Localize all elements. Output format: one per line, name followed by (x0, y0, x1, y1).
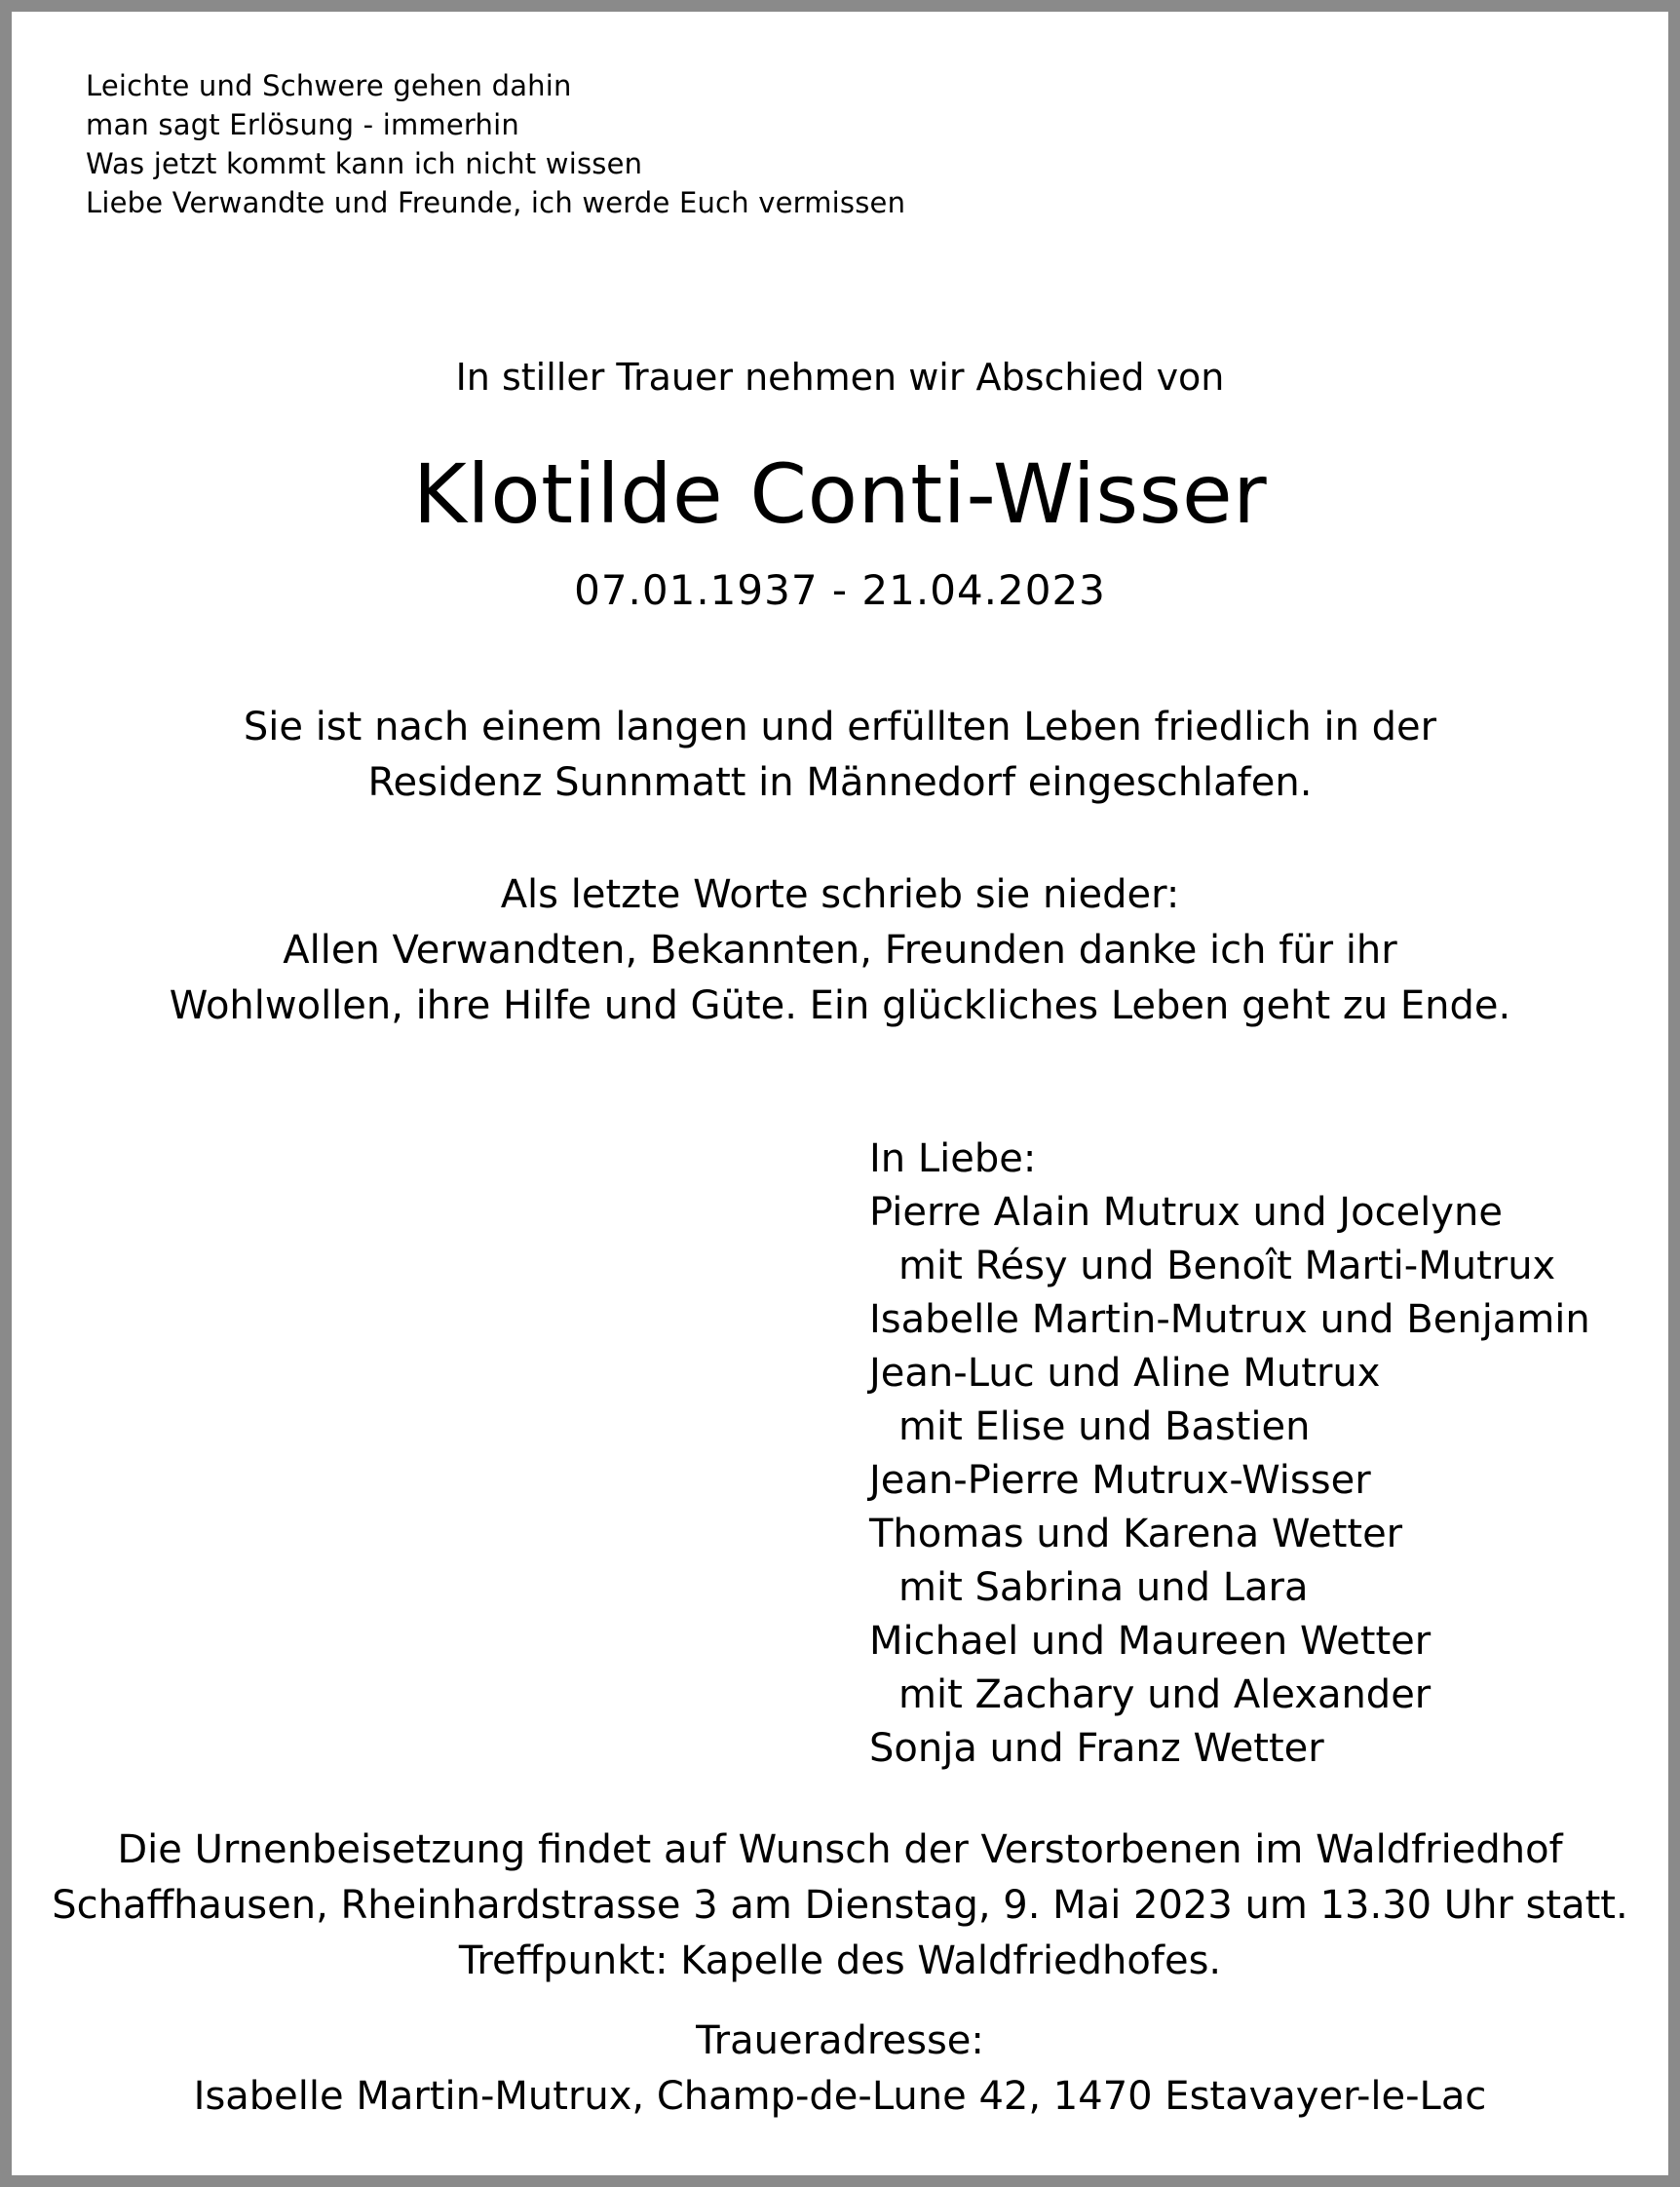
address-label: Traueradresse: (696, 2018, 984, 2063)
poem-line: Leichte und Schwere gehen dahin (86, 69, 572, 102)
family-member: Thomas und Karena Wetter (869, 1512, 1403, 1556)
last-words-line: Als letzte Worte schrieb sie nieder: (500, 872, 1180, 917)
address-value: Isabelle Martin-Mutrux, Champ-de-Lune 42, 1470 Estavayer-le-Lac (193, 2074, 1487, 2119)
burial-line: Die Urnenbeisetzung findet auf Wunsch der Verstorbenen im Waldfriedhof (117, 1827, 1563, 1872)
family-member: mit Elise und Bastien (898, 1404, 1311, 1449)
family-member: mit Résy und Benoît Marti-Mutrux (898, 1244, 1556, 1288)
family-heading: In Liebe: (869, 1136, 1037, 1181)
poem (86, 66, 905, 222)
message-line: Residenz Sunnmatt in Männedorf eingeschlafen. (367, 760, 1313, 805)
deceased-name: Klotilde Conti-Wisser (412, 446, 1268, 542)
burial-line: Treffpunkt: Kapelle des Waldfriedhofes. (458, 1938, 1222, 1983)
family-member: Sonja und Franz Wetter (869, 1726, 1324, 1771)
last-words (12, 867, 1668, 1034)
burial-info (12, 1822, 1668, 1989)
obituary-page (12, 12, 1668, 2175)
family-member: Pierre Alain Mutrux und Jocelyne (869, 1190, 1503, 1235)
family-member: Michael und Maureen Wetter (869, 1619, 1432, 1664)
poem-line: Liebe Verwandte und Freunde, ich werde Euch vermissen (86, 186, 906, 219)
mourning-address (12, 2014, 1668, 2125)
family-member: Jean-Pierre Mutrux-Wisser (869, 1458, 1371, 1503)
burial-line: Schaffhausen, Rheinhardstrasse 3 am Dienstag, 9. Mai 2023 um 13.30 Uhr statt. (52, 1883, 1628, 1928)
intro-text: In stiller Trauer nehmen wir Abschied von (455, 356, 1225, 399)
family-list (869, 1132, 1590, 1776)
message-line: Sie ist nach einem langen und erfüllten Leben friedlich in der (243, 705, 1437, 749)
life-dates: 07.01.1937 - 21.04.2023 (574, 566, 1106, 614)
poem-line: man sagt Erlösung - immerhin (86, 108, 519, 141)
death-message (12, 700, 1668, 811)
family-member: mit Sabrina und Lara (898, 1565, 1309, 1610)
family-member: mit Zachary und Alexander (898, 1672, 1432, 1717)
last-words-line: Allen Verwandten, Bekannten, Freunden danke ich für ihr (283, 928, 1397, 973)
poem-line: Was jetzt kommt kann ich nicht wissen (86, 147, 643, 180)
family-member: Isabelle Martin-Mutrux und Benjamin (869, 1297, 1590, 1342)
last-words-line: Wohlwollen, ihre Hilfe und Güte. Ein glückliches Leben geht zu Ende. (169, 983, 1511, 1028)
family-member: Jean-Luc und Aline Mutrux (869, 1351, 1381, 1396)
